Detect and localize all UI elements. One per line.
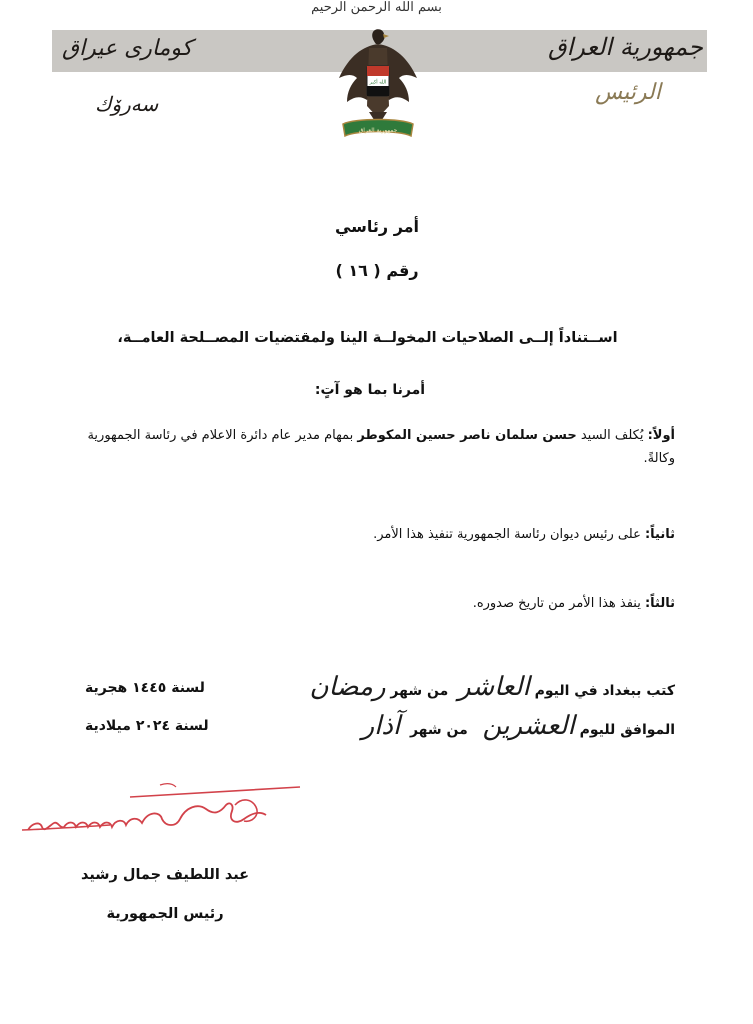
item-label: ثانياً: — [644, 527, 675, 542]
item-text: ينفذ هذا الأمر من تاريخ صدوره. — [472, 596, 645, 611]
order-title: أمر رئاسي — [334, 217, 420, 236]
date-prefix: كتب ببغداد في اليوم — [534, 683, 675, 699]
item-label: أولاً: — [647, 428, 675, 443]
country-name-kurdish: كوماری عیراق — [62, 36, 193, 61]
office-title-arabic: الرئيس — [595, 80, 661, 105]
month-prefix: من شهر — [390, 683, 449, 699]
signer-title: رئيس الجمهورية — [106, 906, 224, 922]
basmala: بسم الله الرحمن الرحيم — [311, 0, 442, 15]
order-item-third — [70, 592, 675, 615]
order-item-first — [70, 424, 675, 470]
item-text: بمهام مدير عام دائرة الاعلام في رئاسة الجمهورية وكالةً. — [87, 428, 675, 466]
hijri-year: لسنة ١٤٤٥ هجرية — [85, 680, 205, 696]
item-label: ثالثاً: — [644, 596, 675, 611]
handwritten-day: العاشر — [457, 672, 530, 702]
appointee-name: حسن سلمان ناصر حسين المكوطر — [357, 428, 577, 443]
item-text: يُكلف السيد — [576, 428, 648, 443]
handwritten-month: رمضان — [309, 672, 386, 702]
presidential-signature — [20, 775, 320, 845]
date-prefix: الموافق لليوم — [579, 722, 675, 738]
month-prefix: من شهر — [409, 722, 468, 738]
order-intro: أمرنا بما هو آتٍ: — [314, 382, 426, 398]
handwritten-month: آذار — [361, 711, 401, 741]
emblem-slogan: الله أكبر — [369, 79, 387, 86]
gregorian-year: لسنة ٢٠٢٤ ميلادية — [85, 718, 209, 734]
order-preamble: اســتناداً إلــى الصلاحيات المخولــة الينا ولمقتضيات المصــلحة العامــة، — [117, 330, 618, 346]
iraq-eagle-emblem — [333, 26, 423, 141]
order-item-second — [70, 523, 675, 546]
item-text: على رئيس ديوان رئاسة الجمهورية تنفيذ هذا الأمر. — [373, 527, 645, 542]
handwritten-day: العشرين — [482, 711, 575, 741]
emblem-scroll-text: جمهورية العراق — [358, 127, 398, 134]
order-number: رقم ( ١٦ ) — [335, 261, 419, 280]
office-title-kurdish: سەرۆك — [95, 92, 159, 116]
signer-name: عبد اللطيف جمال رشيد — [80, 867, 250, 883]
country-name-arabic: جمهورية العراق — [547, 33, 703, 61]
